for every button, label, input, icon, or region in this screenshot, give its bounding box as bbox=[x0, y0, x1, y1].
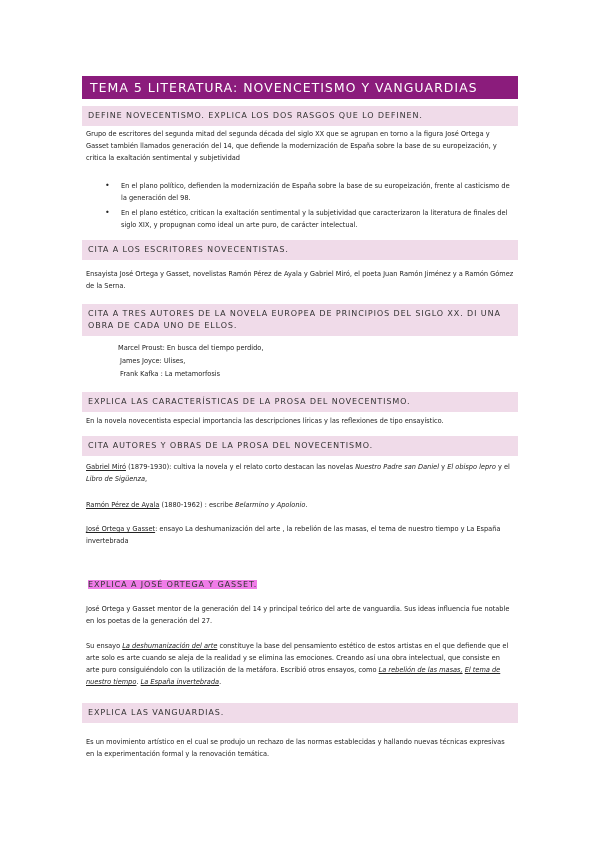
q2-text: Ensayista José Ortega y Gasset, novelistas Ramón Pérez de Ayala y Gabriel Miró, el poeta Juan Ramón Jiménez y a Ramón Gómez de la Serna. bbox=[86, 270, 514, 290]
q3-line-3: Frank Kafka : La metamorfosis bbox=[120, 370, 221, 378]
author-name: Ramón Pérez de Ayala bbox=[86, 501, 160, 509]
q5-ortega: José Ortega y Gasset: ensayo La deshumanización del arte , la rebelión de las masas, el tema de nuestro tiempo y La España invertebrada bbox=[86, 525, 501, 545]
q3-line-1: Marcel Proust: En busca del tiempo perdido, bbox=[118, 344, 264, 352]
question-heading-7: EXPLICA LAS VANGUARDIAS. bbox=[82, 703, 518, 723]
page-title: TEMA 5 LITERATURA: NOVENCETISMO Y VANGUARDIAS bbox=[82, 76, 518, 99]
q7-text: Es un movimiento artístico en el cual se produjo un rechazo de las normas establecidas y hallando nuevas técnicas expresivas en la experimentación formal y la renovación temática. bbox=[86, 738, 505, 758]
question-heading-3: CITA A TRES AUTORES DE LA NOVELA EUROPEA DE PRINCIPIOS DEL SIGLO XX. DI UNA OBRA DE CADA UNO DE ELLOS. bbox=[82, 304, 518, 336]
question-heading-4: EXPLICA LAS CARACTERÍSTICAS DE LA PROSA DEL NOVECENTISMO. bbox=[82, 392, 518, 412]
q1-bullet-1: En el plano político, defienden la modernización de España sobre la base de su europeización, frente al casticismo de la generación del 98. bbox=[121, 182, 510, 202]
q5-ayala: Ramón Pérez de Ayala (1880-1962) : escribe Belarmino y Apolonio. bbox=[86, 501, 308, 509]
bullet-dot: • bbox=[105, 181, 110, 190]
question-heading-1: DEFINE NOVECENTISMO. EXPLICA LOS DOS RASGOS QUE LO DEFINEN. bbox=[82, 106, 518, 126]
bullet-dot: • bbox=[105, 208, 110, 217]
question-heading-6: EXPLICA A JOSÉ ORTEGA Y GASSET. bbox=[82, 579, 518, 591]
q1-intro: Grupo de escritores del segunda mitad del segunda década del siglo XX que se agrupan en torno a la figura José Ortega y Gasset también llamados generación del 14, que defiende la modernización de España sobre la base de su europeización, y critica la exaltación sentimental y subjetividad bbox=[86, 130, 497, 162]
question-heading-5: CITA AUTORES Y OBRAS DE LA PROSA DEL NOVECENTISMO. bbox=[82, 436, 518, 456]
q6-text-1: José Ortega y Gasset mentor de la generación del 14 y principal teórico del arte de vanguardia. Sus ideas influencia fue notable en los poetas de la generación del 27. bbox=[86, 605, 510, 625]
author-name: José Ortega y Gasset bbox=[86, 525, 156, 533]
q5-miro: Gabriel Miró (1879-1930): cultiva la novela y el relato corto destacan las novelas Nuestro Padre san Daniel y El obispo lepro y el Libro de Sigüenza, bbox=[86, 463, 510, 483]
question-heading-2: CITA A LOS ESCRITORES NOVECENTISTAS. bbox=[82, 240, 518, 260]
q1-bullet-2: En el plano estético, critican la exaltación sentimental y la subjetividad que caracterizaron la literatura de finales del siglo XIX, y propugnan como ideal un arte puro, de carácter intelectual. bbox=[121, 209, 508, 229]
author-name: Gabriel Miró bbox=[86, 463, 126, 471]
q4-text: En la novela novecentista especial importancia las descripciones líricas y las reflexiones de tipo ensayístico. bbox=[86, 417, 444, 425]
q3-line-2: James Joyce: Ulises, bbox=[120, 357, 186, 365]
q6-text-2: Su ensayo La deshumanización del arte constituye la base del pensamiento estético de estos artistas en el que defiende que el arte solo es arte cuando se aleja de la realidad y se elimina las emociones. Creando así una obra intelectual, que consiste en arte puro consiguiéndolo con la utilización de la metáfora. Escribió otros ensayos, como La rebelión de las masas, El tema de nuestro tiempo. La España invertebrada. bbox=[86, 642, 509, 686]
